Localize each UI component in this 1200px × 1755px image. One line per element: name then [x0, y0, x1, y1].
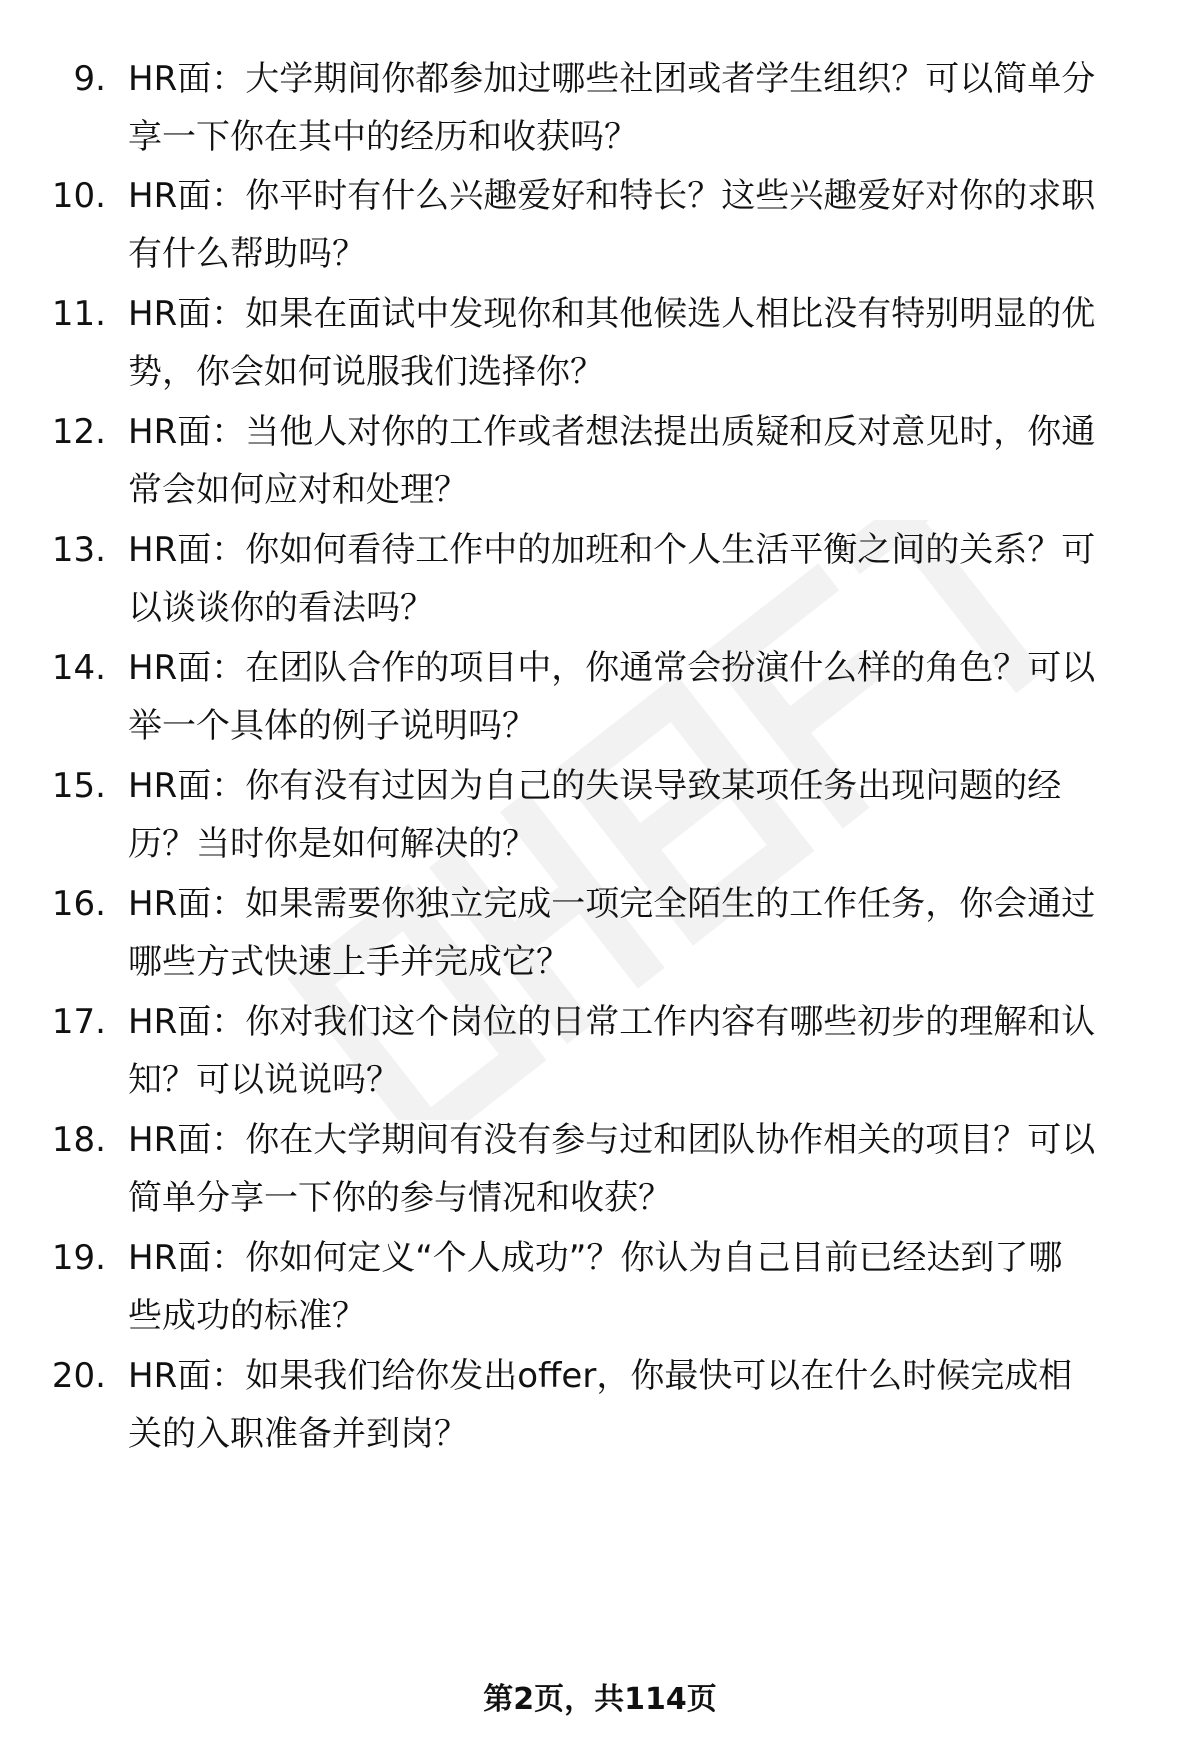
question-text-line: 哪些方式快速上手并完成它？	[128, 942, 570, 982]
question-text-line: 举一个具体的例子说明吗？	[128, 706, 536, 746]
question-text-line: 常会如何应对和处理？	[128, 470, 468, 510]
question-number: 9.	[73, 59, 106, 99]
list-item	[0, 521, 1200, 631]
question-number: 16.	[51, 884, 106, 924]
list-item	[0, 285, 1200, 395]
list-item	[0, 50, 1200, 160]
question-text-line: 些成功的标准？	[128, 1296, 366, 1336]
question-text-line: HR面：当他人对你的工作或者想法提出质疑和反对意见时，你通	[128, 412, 1096, 452]
question-text-line: HR面：你如何看待工作中的加班和个人生活平衡之间的关系？可	[128, 530, 1096, 570]
question-number: 15.	[51, 766, 106, 806]
question-number: 19.	[51, 1238, 106, 1278]
question-text-line: HR面：大学期间你都参加过哪些社团或者学生组织？可以简单分	[128, 59, 1096, 99]
question-number: 13.	[51, 530, 106, 570]
question-text-line: HR面：你如何定义“个人成功”？你认为自己目前已经达到了哪	[128, 1238, 1063, 1278]
question-text-line: HR面：如果在面试中发现你和其他候选人相比没有特别明显的优	[128, 294, 1096, 334]
list-item	[0, 875, 1200, 985]
question-text-line: 势，你会如何说服我们选择你？	[128, 352, 604, 392]
question-text-line: 享一下你在其中的经历和收获吗？	[128, 117, 638, 157]
question-text-line: HR面：如果我们给你发出offer，你最快可以在什么时候完成相	[128, 1356, 1073, 1396]
question-text-line: 有什么帮助吗？	[128, 234, 366, 274]
question-number: 17.	[51, 1002, 106, 1042]
list-item	[0, 757, 1200, 867]
question-number: 14.	[51, 648, 106, 688]
list-item	[0, 403, 1200, 513]
question-number: 20.	[51, 1356, 106, 1396]
page-number: 第2页，共114页	[483, 1682, 717, 1717]
list-item	[0, 639, 1200, 749]
question-text-line: HR面：在团队合作的项目中，你通常会扮演什么样的角色？可以	[128, 648, 1096, 688]
question-text-line: HR面：如果需要你独立完成一项完全陌生的工作任务，你会通过	[128, 884, 1096, 924]
question-text-line: 历？当时你是如何解决的？	[128, 824, 536, 864]
question-text-line: 简单分享一下你的参与情况和收获？	[128, 1178, 672, 1218]
list-item	[0, 167, 1200, 277]
list-item	[0, 1347, 1200, 1457]
question-text-line: 知？可以说说吗？	[128, 1060, 400, 1100]
list-item	[0, 1111, 1200, 1221]
list-item	[0, 1229, 1200, 1339]
question-text-line: 关的入职准备并到岗？	[128, 1414, 468, 1454]
question-number: 18.	[51, 1120, 106, 1160]
question-text-line: 以谈谈你的看法吗？	[128, 588, 434, 628]
list-item	[0, 993, 1200, 1103]
question-number: 12.	[51, 412, 106, 452]
question-number: 11.	[51, 294, 106, 334]
question-text-line: HR面：你有没有过因为自己的失误导致某项任务出现问题的经	[128, 766, 1062, 806]
question-text-line: HR面：你在大学期间有没有参与过和团队协作相关的项目？可以	[128, 1120, 1096, 1160]
question-text-line: HR面：你平时有什么兴趣爱好和特长？这些兴趣爱好对你的求职	[128, 176, 1096, 216]
question-text-line: HR面：你对我们这个岗位的日常工作内容有哪些初步的理解和认	[128, 1002, 1096, 1042]
question-number: 10.	[51, 176, 106, 216]
